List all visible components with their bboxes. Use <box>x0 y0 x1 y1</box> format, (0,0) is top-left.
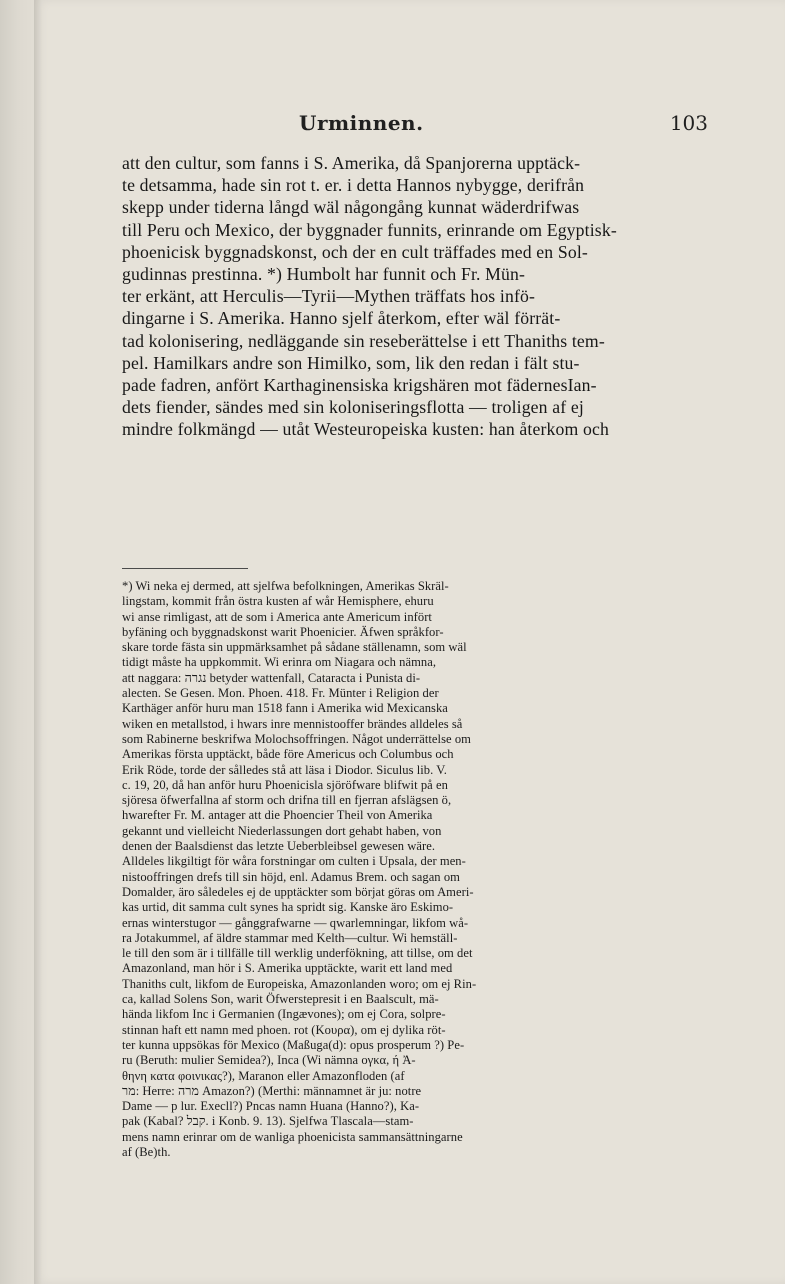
page-number: 103 <box>669 111 708 135</box>
main-paragraph: att den cultur, som fanns i S. Amerika, då Spanjorerna upptäck- te detsamma, hade sin rot t. er. i detta Hannos nybygge, derifrån skepp under tiderna långd wäl någongång kunnat wäderdrifwas till Peru och Mexico, der byggnader funnits, erinrande om Egyptisk- phoenicisk byggnadskonst, och der en cult träffades med en Sol- gudinnas prestinna. *) Humbolt har funnit och Fr. Mün- ter erkänt, att Herculis—Tyrii—Mythen träffats hos infö- dingarne i S. Amerika. Hanno sjelf återkom, efter wäl förrät- tad kolonisering, nedläggande sin reseberättelse i ett Thaniths tem- pel. Hamilkars andre son Himilko, som, lik den redan i fält stu- pade fadren, anfört Karthaginensiska krigshären mot fädernesIan- dets fiender, sändes med sin koloniseringsflotta — troligen af ej mindre folkmängd — utåt Westeuropeiska kusten: han återkom och <box>122 153 617 440</box>
footnote-separator <box>122 568 248 569</box>
footnote-block: *) Wi neka ej dermed, att sjelfwa befolkningen, Amerikas Skräl- lingstam, kommit från östra kusten af wår Hemisphere, ehuru wi anse rimligast, att de som i America ante Americum infört byfäning och byggnadskonst warit Phoenicier. Äfwen språkfor- skare torde fästa sin uppmärksamhet på sådane ställenamn, som wäl tidigt måste ha uppkommit. Wi erinra om Niagara och nämna, att naggara: נגרה betyder wattenfall, Cataracta i Punista di- alecten. Se Gesen. Mon. Phoen. 418. Fr. Münter i Religion der Karthäger anför huru man 1518 fann i Amerika wid Mexicanska wiken en metallstod, i hwars inre mennistooffer brändes alldeles så som Rabinerne beskrifwa Molochsoffringen. Något underrättelse om Amerikas första upptäckt, både före Americus och Columbus och Erik Röde, torde der sålledes stå att läsa i Diodor. Siculus lib. V. c. 19, 20, då han anför huru Phoenicisla sjöröfware blifwit på en sjöresa öfwerfallna af storm och drifna till en fjerran afslägsen ö, hwarefter Fr. M. antager att die Phoencier Theil von Amerika gekannt und vielleicht Niederlassungen dort gehabt haben, von denen der Baalsdienst das letzte Ueberbleibsel gewesen wäre. Alldeles likgiltigt för wåra forstningar om culten i Upsala, der men- nistooffringen drefs till sin höjd, enl. Adamus Brem. och sagan om Domalder, äro såledeles ej de upptäckter som börjat göras om Ameri- kas urtid, dit samma cult synes ha spridt sig. Kanske äro Eskimo- ernas winterstugor — gånggrafwarne — qwarlemningar, likfom wå- ra Jotakummel, af äldre stammar med Kelth—cultur. Wi hemställ- le till den som är i tillfälle till werklig underfökning, att tillse, om det Amazonland, man hör i S. Amerika upptäckte, warit ett land med Thaniths cult, likfom de Europeiska, Amazonlanden woro; om ej Rin- ca, kallad Solens Son, warit Öfwerstepresit i en Baalscult, mä- hända likfom Inc i Germanien (Ingævones); om ej Cora, solpre- stinnan haft ett namn med phoen. rot (Κουρα), om ej dylika röt- ter kunna uppsökas för Mexico (Maßuga(d): opus prosperum ?) Pe- ru (Beruth: mulier Semidea?), Inca (Wi nämna ογκα, ή Ἀ- θηνη κατα φοινικας?), Maranon eller Amazonfloden (af מר: Herre: מרה Amazon?) (Merthi: männamnet är ju: notre Dame — p lur. Execll?) Pncas namn Huana (Hanno?), Ka- pak (Kabal? קבל. i Konb. 9. 13). Sjelfwa Tlascala—stam- mens namn erinrar om de wanliga phoenicista sammansättningarne af (Be)th. <box>122 579 477 1159</box>
page-header <box>122 111 708 139</box>
book-page <box>34 0 785 1284</box>
running-title: Urminnen. <box>299 111 424 135</box>
